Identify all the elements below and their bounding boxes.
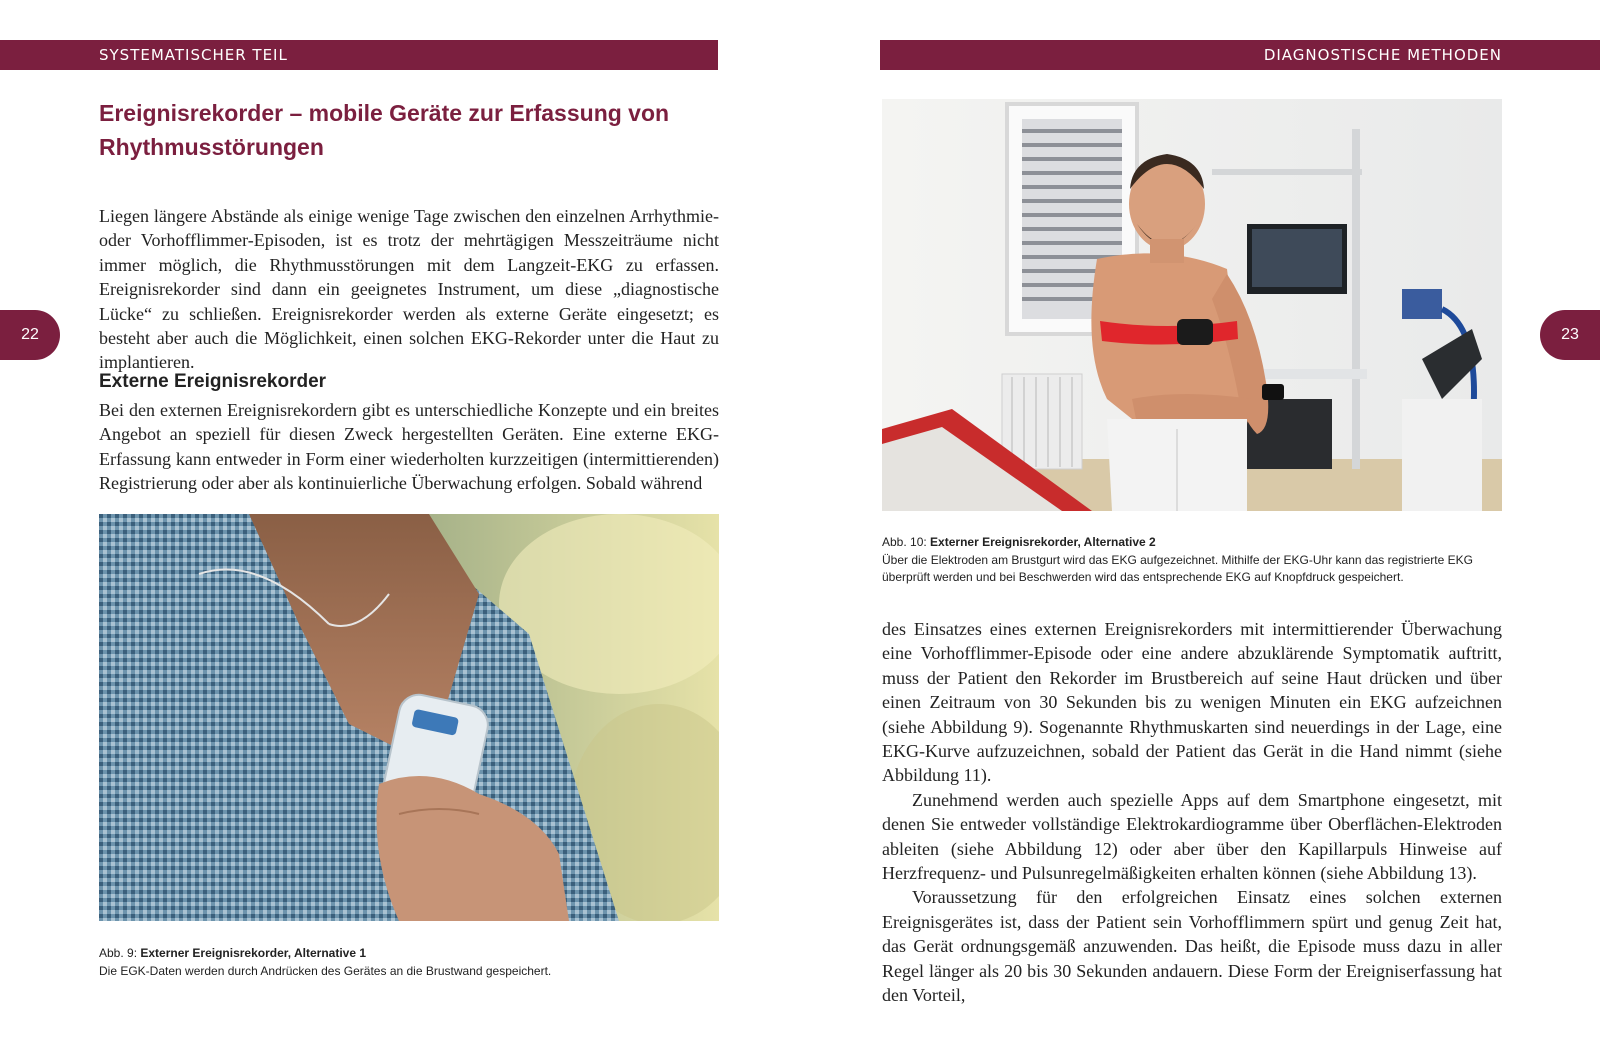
figure-10-title: Externer Ereignisrekorder, Alternative 2: [930, 535, 1156, 549]
figure-10-photo: [882, 99, 1502, 511]
figure-10-text: Über die Elektroden am Brustgurt wird das EKG aufgezeichnet. Mithilfe der EKG-Uhr kann das registrierte EKG überprüft werden und bei Beschwerden wird das entsprechende EKG auf Knopfdruck gespeichert.: [882, 552, 1473, 584]
page-number-left: 22: [0, 310, 60, 360]
left-running-header: SYSTEMATISCHER TEIL: [0, 40, 718, 70]
figure-9-label: Abb. 9:: [99, 946, 138, 960]
figure-9-caption: [99, 945, 719, 980]
figure-9-photo: [99, 514, 719, 921]
figure-9-text: Die EGK-Daten werden durch Andrücken des Gerätes an die Brustwand gespeichert.: [99, 963, 552, 978]
figure-10-caption: [882, 534, 1502, 587]
subheading-external-recorders: Externe Ereignisrekorder: [99, 371, 327, 392]
body-paragraph-1: des Einsatzes eines externen Ereignisrekorders mit intermittierender Überwachung eine Vorhofflimmer-Episode oder eine andere abzuklärende Symptomatik auftritt, muss der Patient den Rekorder im Brustbereich auf seine Haut drücken und über einen Zeitraum von 30 Sekunden bis zu wenigen Minuten ein EKG aufzeichnen (siehe Abbildung 9). Sogenannte Rhythmuskarten sind neuerdings in der Lage, eine EKG-Kurve aufzuzeichnen, sobald der Patient das Gerät in die Hand nimmt (siehe Abbildung 11).: [882, 619, 1502, 786]
right-running-header: DIAGNOSTISCHE METHODEN: [880, 40, 1600, 70]
body-paragraph-2: Zunehmend werden auch spezielle Apps auf dem Smartphone eingesetzt, mit denen Sie entweder vollständige Elektrokardiogramme über Oberflächen-Elektroden ableiten (siehe Abbildung 12) oder aber über den Kapillarpuls Hinweise auf Herzfrequenz- und Pulsunregelmäßigkeiten erhalten können (siehe Abbildung 13).: [882, 789, 1502, 884]
page-number-right: 23: [1540, 310, 1600, 360]
figure-10-label: Abb. 10:: [882, 535, 927, 549]
body-paragraph-3: Voraussetzung für den erfolgreichen Einsatz eines solchen externen Ereignisgerätes ist, dass der Patient sein Vorhofflimmern spürt und genug Zeit hat, das Gerät ordnungsgemäß anzuwenden. Das heißt, die Episode muss dazu in aller Regel länger als 20 bis 30 Sekunden andauern. Diese Form der Ereigniserfassung hat den Vorteil,: [882, 887, 1502, 1006]
section-title: Ereignisrekorder – mobile Geräte zur Erfassung von Rhythmusstörungen: [99, 100, 670, 160]
figure-9-title: Externer Ereignisrekorder, Alternative 1: [140, 946, 367, 960]
external-recorders-paragraph: Bei den externen Ereignisrekordern gibt es unterschiedliche Konzepte und ein breites Angebot an speziell für diesen Zweck hergestellten Geräten. Eine externe EKG-Erfassung kann entweder in Form einer wiederholten kurzzeitigen (intermittierenden) Registrierung oder aber als kontinuierliche Überwachung erfolgen. Sobald während: [99, 400, 719, 494]
intro-paragraph: Liegen längere Abstände als einige wenige Tage zwischen den einzelnen Arrhythmie- oder Vorhofflimmer-Episoden, ist es trotz der mehrtägigen Messzeiträume nicht immer möglich, die Rhythmusstörungen mit dem Langzeit-EKG zu erfassen. Ereignisrekorder sind dann ein geeignetes Instrument, um diese „diagnostische Lücke“ zu schließen. Ereignisrekorder werden als externe Geräte eingesetzt; es besteht aber auch die Möglichkeit, einen solchen EKG-Rekorder unter die Haut zu implantieren.: [99, 206, 719, 373]
right-page-body: [882, 617, 1502, 1008]
